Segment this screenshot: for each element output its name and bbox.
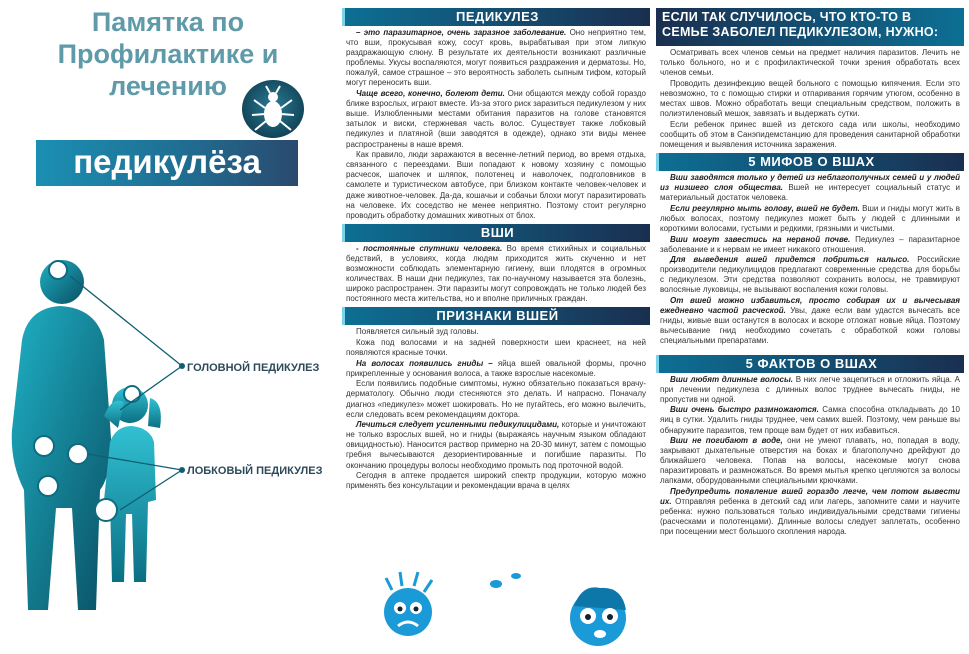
scared-boy-icon (570, 587, 626, 646)
section-myths-text (656, 171, 964, 347)
section-myths-header: 5 МИФОВ О ВШАХ (656, 153, 964, 171)
section-signs-header: ПРИЗНАКИ ВШЕЙ (342, 307, 650, 325)
fact-1-lead: Вши любят длинные волосы. (670, 374, 794, 384)
section-pediculosis-text (342, 26, 650, 221)
myth-1: Вшей не интересует социальный статус и материальный достаток человека. (660, 183, 960, 203)
fact-4: Отправляя ребенка в детский сад или лагерь, запомните сами и научите ребенка: нужно пользоваться только индивидуальными средствами гигиены (расческами и полотенцами). Длинные волосы следует заплетать, особенно при посещении мест большого скопления народа. (660, 497, 960, 537)
title-banner (36, 140, 298, 186)
bug-icon (490, 573, 521, 588)
section-signs-text (342, 325, 650, 491)
myth-3-lead: Вши могут завестись на нервной почве. (670, 234, 851, 244)
s3-p1: Появляется сильный зуд головы. (356, 327, 479, 337)
cartoon-heads (378, 566, 638, 652)
section-pediculosis-header: ПЕДИКУЛЕЗ (342, 8, 650, 26)
section-lice-text (342, 242, 650, 305)
section-facts-text (656, 373, 964, 538)
head-lice-label: ГОЛОВНОЙ ПЕДИКУЛЕЗ (187, 362, 320, 374)
r1-p1: Осматривать всех членов семьи на предмет наличия паразитов. Лечить не только больного, но и с профилактической точки зрения обработать всех членов семьи. (660, 48, 960, 78)
r1-p3: Если ребенок принес вшей из детского сада или школы, необходимо сообщить об этом в Санэпидемстанцию для проведения санитарной обработки помещения и выявления источника заражения. (660, 119, 960, 149)
myth-5: Увы, даже если вам удастся вычесать все гниды, живые вши останутся в волосах и вскоре отложат новые яйца. Поэтому вычесывание гнид необходимо сочетать с обработкой кожи головы специальными препаратами. (660, 306, 960, 346)
section-lice-header: ВШИ (342, 224, 650, 242)
fact-2-lead: Вши очень быстро размножаются. (670, 405, 819, 415)
s3-p5: которые и уничтожают не только взрослых вшей, но и гниды (выражаясь научным языком обладают овицидностью). Наносится раствор примерно на 20-30 минут, затем с помощью гребня вычесываются дезориентированные и погибшие паразиты. По окончанию процедуры волосы необходимо промыть под проточной водой. (346, 420, 646, 470)
section-family-text (656, 46, 964, 150)
myth-2-lead: Если регулярно мыть голову, вшей не будет. (670, 203, 860, 213)
fact-3-lead: Вши не погибают в воде, (670, 436, 783, 446)
right-column (656, 8, 964, 538)
myth-4-lead: Для выведения вшей придется побриться налысо. (670, 255, 910, 265)
s1-p2: Они общаются между собой гораздо ближе взрослых, играют вместе. Из-за этого риск заразиться педикулезом у них выше. Излюбленными местами обитания паразитов на голове становятся затылок и виски, стержневая часть волос. Существует также лобковый педикулез и платяной (вши заводятся в одежде), однако эти виды менее распространены в наше время. (346, 89, 646, 149)
myth-2: Вши и гниды могут жить в любых волосах, поэтому педикулез может быть у людей с длинными и короткими волосами, густыми и редкими, грязными и чистыми. (660, 203, 961, 233)
pubic-lice-label: ЛОБКОВЫЙ ПЕДИКУЛЕЗ (187, 465, 323, 477)
myth-5-lead: От вшей можно избавиться, просто собирая их и вычесывая ежедневно частой расческой. (660, 296, 960, 316)
louse-icon (240, 78, 306, 140)
s3-p5-lead: Лечиться следует усиленными педикулицидами, (356, 420, 560, 430)
main-title: Памятка по Профилактике и лечению (57, 7, 279, 101)
s1-lead: – это паразитарное, очень заразное заболевание. (356, 28, 567, 37)
myth-3: Педикулез – паразитарное заболевание и к нервам не имеет никакого отношения. (660, 234, 960, 254)
left-column (0, 0, 338, 654)
banner-text: педикулёза (73, 143, 261, 180)
r1-p2: Проводить дезинфекцию вещей больного с помощью кипячения. Если это невозможно, то с помощью стирки и отпаривания горячим утюгом, особенно в местах швов. Можно обработать вещи специальным средством, положить в полиэтиленовый мешок, завязать и выдержать сутки. (660, 78, 960, 119)
family-silhouette (0, 190, 338, 654)
myth-1-lead: Вши заводятся только у детей из неблагополучных семей и у людей из низшего слоя общества. (660, 172, 960, 193)
section-family-header: ЕСЛИ ТАК СЛУЧИЛОСЬ, ЧТО КТО-ТО В СЕМЬЕ ЗАБОЛЕЛ ПЕДИКУЛЕЗОМ, НУЖНО: (656, 8, 964, 46)
fact-2: Самка способна откладывать до 10 яиц в сутки. Удалить гниды труднее, чем самих вшей. Поэтому, чем раньше вы обнаружите паразитов, тем проще вам будет от них избавиться. (660, 405, 961, 435)
s3-p4: Если появились подобные симптомы, нужно обязательно показаться врачу-дерматологу. Обычно люди стесняются это делать. И напрасно. Поначалу диагноз «педикулез» может шокировать. Но не пугайтесь, его можно вылечить, если следовать всем рекомендациям доктора. (346, 379, 646, 419)
s1-p1: Оно неприятно тем, что вши, прокусывая кожу, сосут кровь, вырабатывая при этом липкую раздражающую слюну. В результате их деятельности возникают различные проблемы. Укусы воспаляются, могут появиться раздражения и дерматозы. Но, пожалуй, самое страшное – это вероятность заболеть сыпным тифом, который могут переносить вши. (346, 28, 646, 88)
s3-p2: Кожа под волосами и на задней поверхности шеи краснеет, на ней появляются красные точки. (346, 337, 646, 358)
fact-4-lead: Предупредить появление вшей гораздо легче, чем потом вывести их. (660, 487, 960, 507)
s3-p6: Сегодня в аптеке продается широкий спектр продукции, которую можно применять без консультации и рекомендации врача в целях (346, 471, 646, 491)
s3-p3-lead: На волосах появились гниды – (356, 358, 493, 368)
fact-3: они не умеют плавать, но, попадая в воду, закрывают дыхательные отверстия на боках и благополучно дрейфуют до ближайшего человека. Попав на волосы, насекомые могут снова паразитировать и размножаться. Во время мытья крепко цепляются за волосы лапками, оборудованными специальными крючками. (660, 436, 960, 486)
sad-boy-icon (384, 572, 432, 636)
myth-4: Российские производители педикулицидов предлагают современные средства для борьбы с педикулезом. Эти средства позволяют сохранить волосы, не травмируют волосяные луковицы, не вызывают воспаления кожи головы. (660, 255, 960, 295)
middle-column (342, 8, 650, 492)
s3-p3: яйца вшей овальной формы, прочно прикрепленные у основания волоса, а также взрослые насекомые. (346, 358, 646, 378)
section-facts-header: 5 ФАКТОВ О ВШАХ (656, 355, 964, 373)
s2-p1: Во время стихийных и социальных бедствий, в условиях, когда людям приходится жить скученно и нет возможности соблюдать элементарную гигиену, вши плодятся в огромных количествах. В наши дни педикулез, так по-научному называется эта болезнь, широко распространен. Эти паразиты могут сопровождать не только людей без постоянного места жительства, но и вполне приличных граждан. (346, 243, 646, 304)
fact-1: В них легче зацепиться и отложить яйца. А при лечении педикулеза с длинных волос труднее вычесать гниды, не пропустив ни одной. (660, 374, 960, 404)
s1-p3: Как правило, люди заражаются в весенне-летний период, во время отдыха, связанного с переездами. Вши попадают к новому хозяину с помощью расчесок, шапочек и шляпок, полотенец и наволочек, подголовников в самолете и туристическом автобусе, при близком контакте человек-человек и даже животное-человек. Да-да, кошачьи и собачьи блохи могут паразитировать на человеке. Их соседство не менее неприятно. Поэтому стоит регулярно проводить обработку домашних животных от блох. (346, 150, 646, 220)
s2-lead: - постоянные спутники человека. (356, 243, 503, 253)
s1-p2-lead: Чаще всего, конечно, болеют дети. (356, 89, 505, 99)
